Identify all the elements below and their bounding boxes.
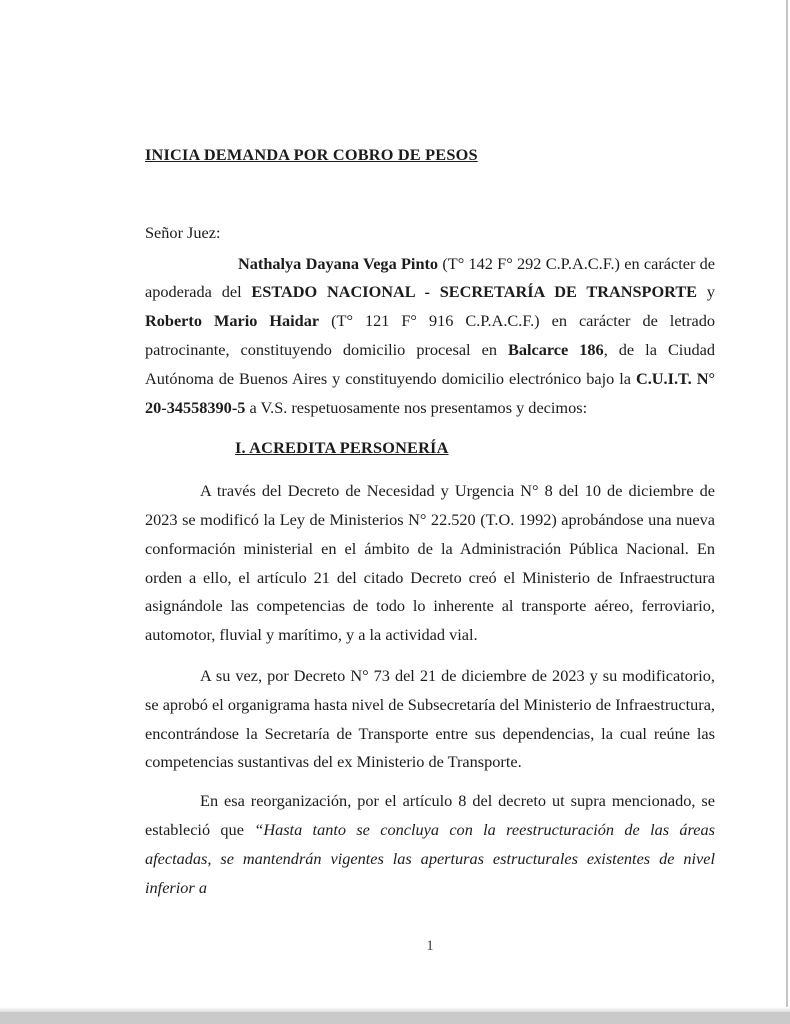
text-segment: Nathalya Dayana Vega Pinto [238,253,439,273]
page-number: 1 [426,938,434,954]
page-right-edge [786,0,788,1012]
text-segment: (T° 142 F° 292 C.P.A.C.F.) en carácter de apoderada del [145,253,716,302]
document-content [145,0,715,902]
paragraph-dnu-8 [145,477,715,650]
text-segment: “Hasta tanto se concluya con la reestructuración de las áreas afectadas, se mantendrán vigentes las aperturas estructurales existentes de nivel inferior a [145,819,715,897]
text-segment: , de la Ciudad Autónoma de Buenos Aires y constituyendo domicilio electrónico bajo la [145,339,715,388]
salutation: Señor Juez: [145,222,221,242]
text-segment: A través del Decreto de Necesidad y Urgencia N° 8 del 10 de diciembre de 2023 se modificó la Ley de Ministerios N° 22.520 (T.O. 1992) aprobándose una nueva conformación ministerial en el ámbito de la Administración Pública Nacional. En orden a ello, el artículo 21 del citado Decreto creó el Ministerio de Infraestructura asignándole las competencias de todo lo inherente al transporte aéreo, ferroviario, automotor, fluvial y marítimo, y a la actividad vial. [145,481,715,645]
text-segment: (T° 121 F° 916 C.P.A.C.F.) en carácter de letrado patrocinante, constituyendo domicilio procesal en [145,311,715,359]
viewer-bottom-edge [0,1012,790,1024]
paragraph-decreto-73 [145,662,715,777]
text-segment: y [697,282,715,302]
paragraph-reorganizacion [145,787,715,902]
section-heading-acredita-personeria: I. ACREDITA PERSONERÍA [235,438,449,458]
text-segment: a V.S. respetuosamente nos presentamos y decimos: [245,397,588,417]
text-segment: Balcarce 186 [507,339,604,359]
text-segment: En esa reorganización, por el artículo 8 del decreto ut supra mencionado, se estableció que [145,791,715,839]
text-segment: ESTADO NACIONAL - SECRETARÍA DE TRANSPORTE [251,282,698,302]
text-segment: Roberto Mario Haidar [145,311,320,331]
text-segment: C.U.I.T. N° 20-34558390-5 [145,368,715,417]
document-title: INICIA DEMANDA POR COBRO DE PESOS [145,145,478,164]
text-segment: A su vez, por Decreto N° 73 del 21 de diciembre de 2023 y su modificatorio, se aprobó el organigrama hasta nivel de Subsecretaría del Ministerio de Infraestructura, encontrándose la Secretaría de Transporte entre sus dependencias, la cual reúne las competencias sustantivas del ex Ministerio de Transporte. [145,665,715,772]
paragraph-intro-apoderados [145,250,715,423]
